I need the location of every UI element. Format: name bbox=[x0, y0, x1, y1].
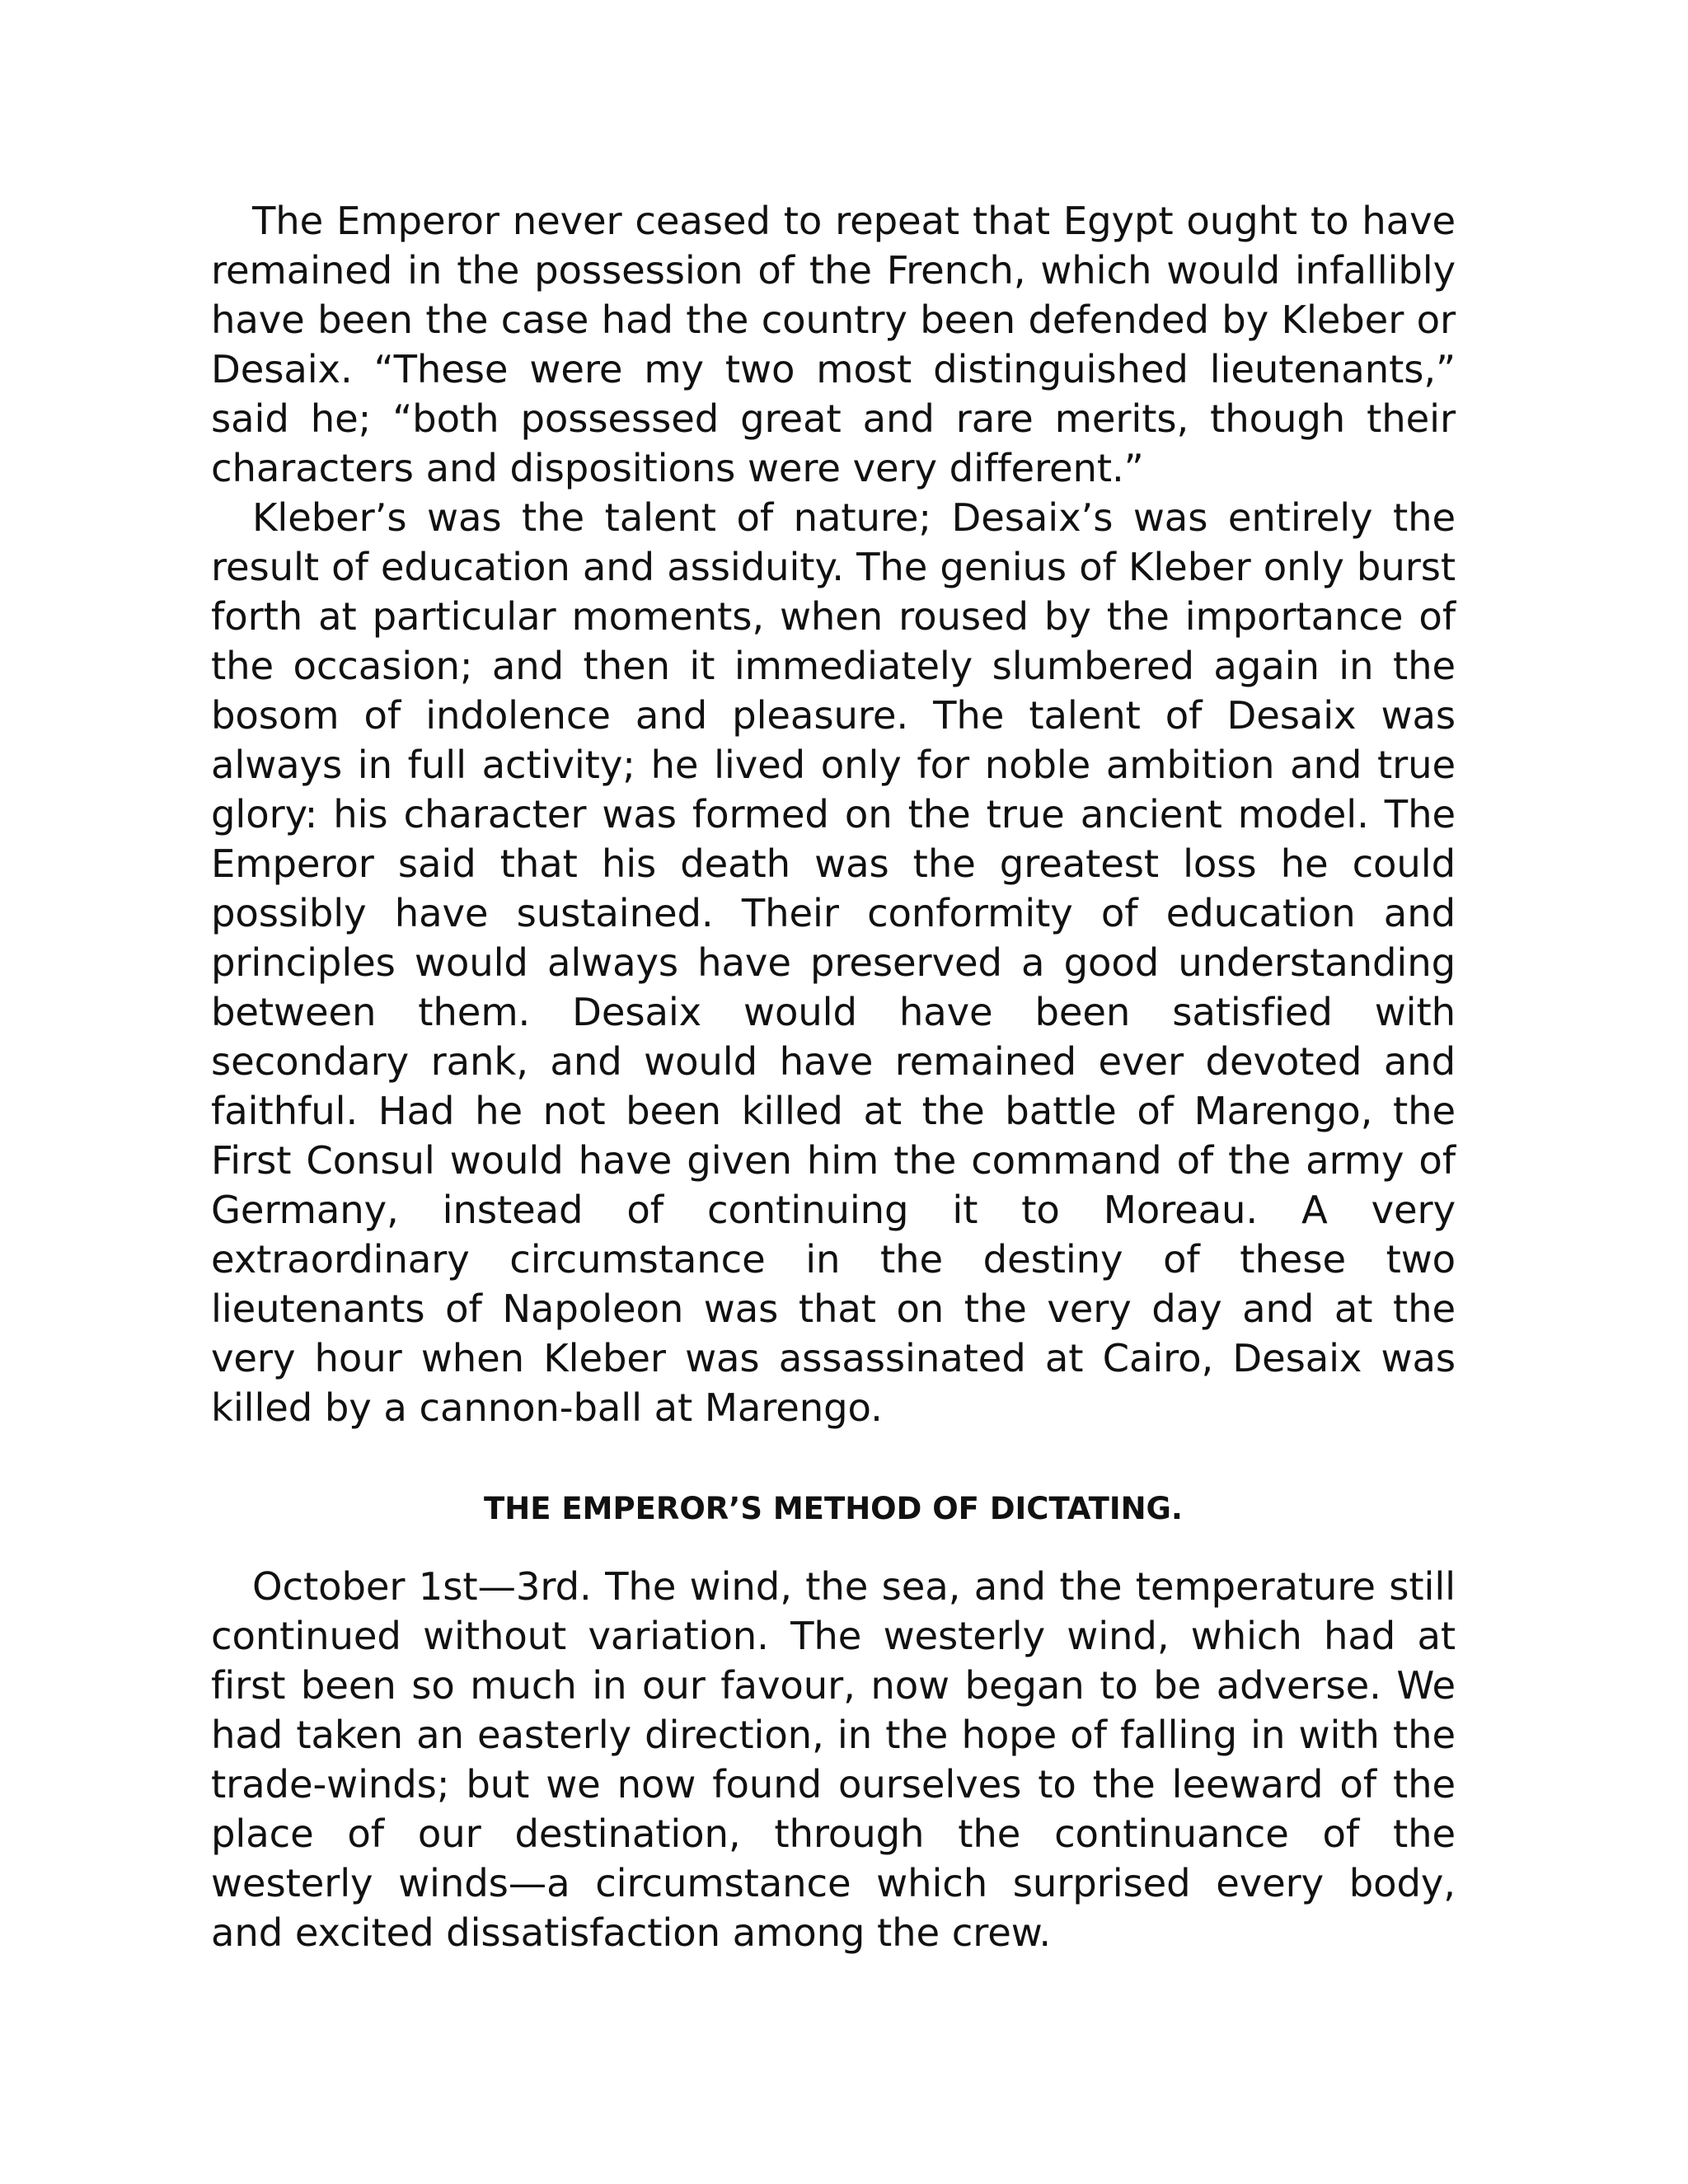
section-heading: THE EMPEROR’S METHOD OF DICTATING. bbox=[484, 1491, 1183, 1526]
paragraph-october-winds: October 1st—3rd. The wind, the sea, and the temperature still continued without variation. The westerly wind, which had at first been so much in our favour, now began to be adverse. We had taken an easterly direction, in the hope of falling in with the trade-winds; but we now found ourselves to the leeward of the place of our destination, through the continuance of the westerly winds—a circumstance which surprised every body, and excited dissatisfaction among the crew. bbox=[211, 1564, 1456, 1955]
paragraph-emperor-egypt: The Emperor never ceased to repeat that Egypt ought to have remained in the possession of the French, which would infallibly have been the case had the country been defended by Kleber or Desaix. “These were my two most distinguished lieutenants,” said he; “both possessed great and rare merits, though their characters and dispositions were very different.” bbox=[211, 199, 1456, 490]
page-body bbox=[211, 196, 1456, 1957]
paragraph-kleber-desaix: Kleber’s was the talent of nature; Desaix’s was entirely the result of education and assiduity. The genius of Kleber only burst forth at particular moments, when roused by the importance of the occasion; and then it immediately slumbered again in the bosom of indolence and pleasure. The talent of Desaix was always in full activity; he lived only for noble ambition and true glory: his character was formed on the true ancient model. The Emperor said that his death was the greatest loss he could possibly have sustained. Their conformity of education and principles would always have preserved a good understanding between them. Desaix would have been satisfied with secondary rank, and would have remained ever devoted and faithful. Had he not been killed at the battle of Marengo, the First Consul would have given him the command of the army of Germany, instead of continuing it to Moreau. A very extraordinary circumstance in the destiny of these two lieutenants of Napoleon was that on the very day and at the very hour when Kleber was assassinated at Cairo, Desaix was killed by a cannon-ball at Marengo. bbox=[211, 495, 1456, 1430]
